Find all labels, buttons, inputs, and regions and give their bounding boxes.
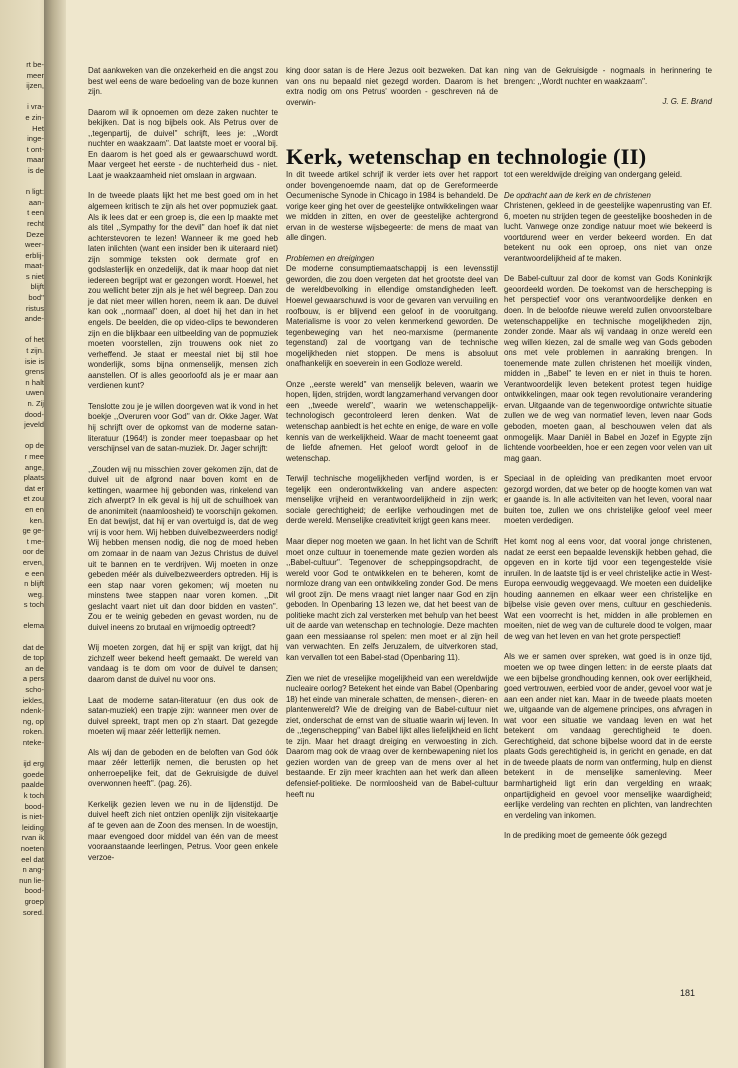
paragraph-text: Speciaal in de opleiding van predikanten moet ervoor gezorgd worden, dat we beter op de hoogte komen van wat er gaande is. In alle activiteiten van het leven, vooral naar buiten toe, zullen we ons christelijke geloof veel meer moeten verdedigen. [504, 474, 712, 526]
subheading: De opdracht aan de kerk en de christenen [504, 190, 651, 200]
column-2-top-text: king door satan is de Here Jezus ooit bezweken. Dat kan van ons nu bepaald niet gezegd worden. Daarom is het extra nodig om ons Petrus' woorden - geschreven ná de overwin- [286, 66, 498, 107]
left-page-fragment: dat er [24, 483, 44, 493]
left-page-fragment: ijzen, [26, 81, 44, 91]
left-page-fragment [0, 611, 44, 622]
left-page-fragment: bood- [24, 886, 44, 896]
paragraph [504, 274, 712, 464]
left-page-fragment: ken. [29, 515, 44, 525]
left-page-fragment: of het [25, 335, 44, 345]
left-page-fragment: ristus [25, 303, 44, 313]
paragraph [504, 537, 712, 642]
left-page-fragment: k toch [23, 790, 44, 800]
page-number: 181 [680, 988, 696, 998]
left-page-fragment: meer [26, 70, 44, 80]
paragraph: Als wij dan de geboden en de beloften van God óók maar zéér letterlijk nemen, die berusten op het onherroepelijke feit, dat de Gekruisigde de duivel overwonnen heeft''. (pag. 26). [88, 747, 278, 789]
paragraph [504, 652, 712, 821]
page-fold [44, 0, 66, 1068]
left-page-fragment: t een [27, 208, 44, 218]
paragraph: Tenslotte zou je je willen doorgeven wat ik vond in het boekje ,,Overuren voor God'' van dr. Okke Jager. Wat hij schrijft over de opkomst van de moderne satan-literatuur (1964!) is zonder meer toepasbaar op het verschijnsel van de satan-muziek. Dr. Jager schrijft: [88, 401, 278, 454]
paragraph: ,,Zouden wij nu misschien zover gekomen zijn, dat de duivel uit de afgrond naar boven komt en de kettingen, waarmee hij gebonden was, rinkelend van zich afwerpt? In elk geval is hij uit de schuilhoek van de anonimiteit (naamloosheid) te voorschijn gekomen. En dat bewijst, dat hij er van overtuigd is, dat de weg vrij is voor hem. Wij hebben duivelbezweerders nodig! Wij hebben mensen nodig, die nog de moed heben om zomaar in de naam van Jezus Christus de duivel uit te bannen en te verdrijven. Wij moeten in onze gebeden méér als duivelbezweerders optreden. Hij is een stap naar voren gekomen; wij moeten nu minstens twee stappen naar voren komen. ,,Dit geslacht vaart niet uit dan door bidden en vasten''. Zou er te weinig gebeden en gevast worden, nu de duivel ineens zo brutaal en vrijmoedig optreedt? [88, 464, 278, 632]
left-page-fragment: iekles, [22, 695, 44, 705]
left-page-fragment: Deze [26, 229, 44, 239]
left-page-fragment: et zou [23, 494, 44, 504]
left-page-fragment [0, 632, 44, 643]
left-page-fragment: en en [24, 504, 44, 514]
paragraph-text: tot een wereldwijde dreiging van ondergang geleid. [504, 170, 683, 179]
left-page-fragment: aan- [28, 197, 44, 207]
left-page-fragment: erven, [22, 557, 44, 567]
left-page-fragment: scho- [25, 685, 44, 695]
left-page-fragment: jeveld [24, 420, 44, 430]
left-page-fragment: noeten [20, 843, 44, 853]
left-page-fragment: n ang- [22, 865, 44, 875]
left-page-fragment: plaats [23, 473, 44, 483]
paragraph-text: Als we er samen over spreken, wat goed is in onze tijd, moeten we op twee dingen letten: in de eerste plaats dat we een bijbelse grondhouding kennen, ook over eerlijkheid, goed vertrouwen, eerbied voor de ander, gevoel voor wat je aan een ander niet kan. Maar in de tweede plaats moeten we, uitgaande van de algemene principes, ons afvragen in wat voor een situatie we vandaag leven en wat het betekent om vandaag gerechtigheid te doen. Gerechtigheid, dat schone bijbelse woord dat in de eerste plaats Gods gerechtigheid is, in gericht en genade, en dat in de tweede plaats de norm van ontferming, hulp en dienst betekent in de menselijke samenleving. Meer barmhartigheid ligt erin dan vergelding en wraak; onpartijdigheid en gevoel voor menselijke waardigheid; eerlijke verdeling van rechten en plichten, van landrechten en verdeling van inkomen. [504, 652, 712, 820]
paragraph-text: In dit tweede artikel schrijf ik verder iets over het rapport onder bovengenoemde naam, dat op de Gereformeerde Oecumenische Synode in Chicago in 1984 is behandeld. De vorige keer ging het over de geestelijke ontwikkelingen waar we midden in zitten, en over de geestelijke achtergrond ervan in de westerse wijsbegeerte: de mens de maat van alle dingen. [286, 170, 498, 243]
left-page-fragment: elema [23, 621, 44, 631]
paragraph-text: Maar dieper nog moeten we gaan. In het licht van de Schrift moet onze cultuur in toenemende mate gezien worden als ,,Babel-cultuur''. Tegenover de scheppingsopdracht, de wereld voor God te ontwikkelen en te beheren, komt de normloze drang van een ontwikkeling zonder God. De mens wil groot zijn. De mens vraagt niet langer naar God en zijn geboden. In Openbaring 13 lezen we, dat het beest van de politieke macht zich zal versterken met behulp van het beest uit de aarde van wetenschap en technologie. Deze machten gaan een messiaanse rol spelen: men moet er al zijn heil van verwachten. En zelfs Jeruzalem, de uitverkoren stad, kan vervallen tot een Babel-stad (Openbaring 11). [286, 536, 498, 662]
column-3-top [504, 66, 712, 118]
column-3 [504, 170, 712, 852]
left-page-fragment: nteke- [22, 738, 44, 747]
paragraph: Kerkelijk gezien leven we nu in de lijdenstijd. De duivel heeft zich niet ontzien openlijk zijn visitekaartje af te geven aan de Zoon des mensen. In de woestijn, maar evengoed door middel van één van de meest vooraanstaande leerlingen, Petrus. Voor geen enkele verzoe- [88, 799, 278, 862]
paragraph-text: Het komt nog al eens voor, dat vooral jonge christenen, nadat ze eerst een bepaalde levenskijk hebben gehad, die opgeven en in korte tijd voor een tegengestelde visie inruilen. In de laatste tijd is er veel christelijke actie in West-Europa eenvoudig weggevaagd. We moeten een duidelijke houding aannemen en elkaar weer een christelijke en bijbelse visie geven over mens, cultuur en geschiedenis. Wat een voorrecht is het, midden in alle problemen en moeiten, niet de weg van de culturele dood te volgen, maar de weg van het leven en van het grote perspectief! [504, 536, 712, 641]
paragraph [286, 254, 498, 370]
left-page-fragment [0, 431, 44, 442]
paragraph [504, 831, 712, 842]
left-page-fragment: weer- [25, 240, 44, 250]
left-page-fragment [0, 177, 44, 188]
left-page-fragment: t zijn. [26, 346, 44, 356]
left-page-fragment: maat- [24, 261, 44, 271]
left-page-fragment [0, 749, 44, 760]
left-page-fragment: nun lie- [19, 875, 44, 885]
left-page-fragment: dat de [22, 642, 44, 652]
paragraph [504, 191, 712, 265]
left-page-fragment: e een [24, 568, 44, 578]
left-page-fragment: de top [22, 653, 44, 663]
left-page-fragment: eel dat [21, 854, 44, 864]
left-page-fragments [0, 60, 44, 1020]
left-page-fragment: roken. [22, 727, 44, 737]
left-page-fragment: n ligt: [25, 187, 44, 197]
paragraph [286, 380, 498, 464]
left-page-fragment: r mee [24, 451, 44, 461]
paragraph-text: Zien we niet de vreselijke mogelijkheid van een wereldwijde nucleaire oorlog? Betekent het einde van Babel (Openbaring 18) het einde van minerale schatten, de mensen-, dieren- en plantenwereld? Wie de dreiging van de Babel-cultuur niet ziet, onderschat de ernst van de situatie waarin wij leven. In de ,,tegenschepping'' van Babel lijkt alles liefelijkheid en licht te zijn. Maar het draagt dreiging en verwoesting in zich. Daarom mag ook de vraag over de kernbewapening niet los gezien worden van de greep van de mens over al het bestaande. Er zijn meer krachten aan het werk dan alleen defensief-politieke. De normloosheid van de Babel-cultuur heeft nu [286, 673, 498, 799]
left-page-fragment: uwen [25, 388, 44, 398]
column-2-top [286, 66, 498, 118]
left-page-fragment: n halt [25, 377, 44, 387]
signature: J. G. E. Brand [662, 97, 712, 107]
left-page-fragment: n. Zij [27, 399, 44, 408]
left-page-fragment: ndenk- [20, 706, 44, 716]
left-page-fragment: op de [24, 441, 44, 451]
left-page-fragment: paalde [21, 780, 44, 790]
paragraph: Dat aankweken van die onzekerheid en die angst zou best wel eens de ware bedoeling van de boze kunnen zijn. [88, 66, 278, 97]
column-1 [88, 66, 278, 873]
left-page-fragment: bood- [24, 801, 44, 811]
paragraph: Wij moeten zorgen, dat hij er spijt van krijgt, dat hij zichzelf weer bekend heeft gemaakt. De wereld van vandaag is te dom om voor de duivel te dansen; daarom danst de duivel nu voor ons. [88, 643, 278, 684]
left-page-fragment: is de [27, 165, 44, 175]
left-page-fragment: blijft [30, 282, 44, 292]
left-page-fragment: ange, [24, 462, 44, 472]
left-page-fragment: i vra- [27, 102, 44, 112]
left-page-fragment: ng, op [22, 716, 44, 726]
column-2 [286, 170, 498, 810]
left-page-fragment: oor de [22, 547, 44, 557]
column-3-top-text: ning van de Gekruisigde - nogmaals in herinnering te brengen: ,,Wordt nuchter en waakzaam''. [504, 66, 712, 86]
paragraph-text: Terwijl technische mogelijkheden verfijnd worden, is er tegelijk een onderontwikkeling van andere aspecten: menselijke vrijheid en verantwoordelijkheid in zijn werk; sociale gerechtigheid; de eerlijke verhoudingen met de derde wereld. Menselijke creativiteit krijgt geen kans meer. [286, 474, 498, 526]
left-page-fragment: s niet [25, 271, 44, 281]
paragraph: Laat de moderne satan-literatuur (en dus ook de satan-muziek) een trapje zijn: wanneer men over de duivel spreekt, trapt men op z'n staart. Dat gezegde moeten wij maar zéér letterlijk nemen. [88, 695, 278, 737]
left-page-fragment: groep [24, 896, 44, 906]
paragraph-text: Christenen, gekleed in de geestelijke wapenrusting van Ef. 6, moeten nu strijden tegen de geestelijke boosheden in de lucht. Vanwege onze zondige natuur moet wie bekeerd is voortdurend weer en verder bekeerd worden. En dat betekent nu ook een oproep, ons niet van onze verantwoordelijkheid af te maken. [504, 201, 712, 263]
left-page-fragment: t me- [26, 536, 44, 546]
left-page-fragment: ijd erg [23, 759, 44, 769]
left-page-fragment: isie is [25, 356, 44, 366]
paragraph-text: Onze ,,eerste wereld'' van menselijk beleven, waarin we hopen, lijden, strijden, wordt langzamerhand vervangen door een ,,tweede wereld'', waarin we wetenschappelijk-technologisch gecontroleerd leren denken. Wat de wetenschap aanbiedt is het echte en enige, de ware en volle kennis van de werkelijkheid. Waar de macht toeneemt gaat de liefde afnemen. Het geloof wordt geloof in de wetenschap. [286, 379, 498, 463]
paragraph-text: In de prediking moet de gemeente óók gezegd [504, 831, 667, 841]
left-page-fragment: e zin- [25, 112, 44, 122]
left-page-fragment: grens [25, 367, 44, 377]
left-page-fragment: sored. [22, 907, 44, 917]
paragraph-text: De moderne consumptiemaatschappij is een levensstijl geworden, die zou doen vergeten dat het grootste deel van de wereldbevolking in ellendige omstandigheden leeft. Hoewel gewaarschuwd is voor de gevaren van vervuiling en roofbouw, is er blijvend een geloof in de vooruitgang. Materialisme is voor zo velen kenmerkend geworden. De tegenbeweging van het neo-marxisme (permanente tegenstand) zal de voortgang van de technische mogelijkheden niet stoppen. De mens is absoluut onafhankelijk en soeverein in een Godloze wereld. [286, 264, 498, 369]
left-page-fragment [0, 325, 44, 336]
left-page-fragment: ge ge- [22, 526, 44, 536]
left-page-fragment: s toch [23, 600, 44, 610]
left-page-fragment: weg. [27, 589, 44, 599]
left-page-fragment: ande- [24, 314, 44, 324]
left-page-fragment [0, 92, 44, 103]
left-page-fragment: is niet- [21, 812, 44, 822]
paragraph [286, 474, 498, 527]
left-page-fragment: n blijft [24, 579, 44, 589]
left-page-fragment: Het [32, 123, 44, 133]
left-page-fragment: t ont- [26, 144, 44, 154]
paragraph [504, 474, 712, 527]
left-page-fragment: dood- [24, 409, 44, 419]
paragraph: In de tweede plaats lijkt het me best goed om in het algemeen kritisch te zijn als het over popmuziek gaat. Als ik lees dat er een groep is, die een lp maakte met als titel ,,Sympathy for the devil'' dan hoef ik dat niet achterstevoren te lezen! Wanneer ik me goed heb laten inlichten (want een insider ben ik uiteraard niet) zijn sommige teksten ook dermate grof en godslasterlijk en onzedelijk, dat ik maar hoop dat niet iedereen begrijpt wat er gezongen wordt. Hoewel, het zou wellicht beter zijn als je het wél begreep. Dan zou je dat niet meer willen horen, neem ik aan. De duivel kan ook ,,normaal'' doen, al doet hij het dan in het engels. De beelden, die op video-clips te bewonderen zijn en die blijkbaar een uitbeelding van de popmuziek moeten voorstellen, zijn trouwens ook niet zo verheffend. Je staat er meestal niet bij stil hoe wonderlijk, soms bijna onmenselijk, mensen zich aanstellen. Of is alles geoorloofd als je er maar aan verdienen kunt? [88, 191, 278, 391]
paragraph [286, 170, 498, 244]
left-page-fragment: maar [26, 155, 44, 165]
paragraph-text: De Babel-cultuur zal door de komst van Gods Koninkrijk geoordeeld worden. De toekomst van de herschepping is het perspectief voor ons verantwoordelijke denken en doen. In de beloofde nieuwe wereld zullen onvoorstelbare wetenschappelijke en technische mogelijkheden zijn, zonder zonde. Maar als wij vandaag in onze wereld een weg willen kiezen, zal de smalle weg van Gods geboden ons met vele problemen in aanraking brengen. In toenemende mate zullen christenen het moeilijk vinden, midden in ,,Babel'' te leven en er niet in thuis te horen. Verantwoordelijk leven betekent protest tegen huidige ontwikkelingen, maar ook tegen revolutionaire verandering ervan. Uitgaande van de tegenwoordige ontwrichte situatie zullen we de weg van normatief leven, leven naar Gods geboden, moeten gaan, al beschouwen velen dat als onmogelijk. Maar Daniël in Babel en Jozef in Egypte zijn lichtende voorbeelden, hoe er een zegen voor velen van uit mag gaan. [504, 274, 712, 463]
left-page-fragment: leiding [22, 822, 44, 832]
left-page-fragment: goede [22, 769, 44, 779]
paragraph [286, 674, 498, 801]
left-page-fragment: erblij- [25, 250, 44, 260]
left-page-fragment: rvan ik [21, 833, 44, 843]
paragraph: Daarom wil ik opnoemen om deze zaken nuchter te bekijken. Dat is nog bijbels ook. Als Petrus over de ,,tegenpartij, de duivel'' schrijft, lees je: ,,Wordt nuchter en waakzaam''. Dat laatste moet er vooral bij. En daarom is het goed als er gewaarschuwd wordt. Maar vergeet het eerste - de nuchterheid dus - niet. Laat je waakzaamheid niet omslaan in argwaan. [88, 107, 278, 180]
left-page-fragment: bod'' [28, 293, 44, 303]
left-page-fragment: an de [24, 663, 44, 673]
left-page-fragment: inge- [27, 134, 44, 144]
subheading: Problemen en dreigingen [286, 253, 375, 263]
paragraph [504, 170, 712, 181]
article-title: Kerk, wetenschap en technologie (II) [286, 144, 647, 169]
left-page-fragment: a pers [22, 674, 44, 684]
left-page-fragment: recht [27, 218, 44, 228]
paragraph [286, 537, 498, 664]
left-page-fragment: rt be- [26, 60, 44, 69]
